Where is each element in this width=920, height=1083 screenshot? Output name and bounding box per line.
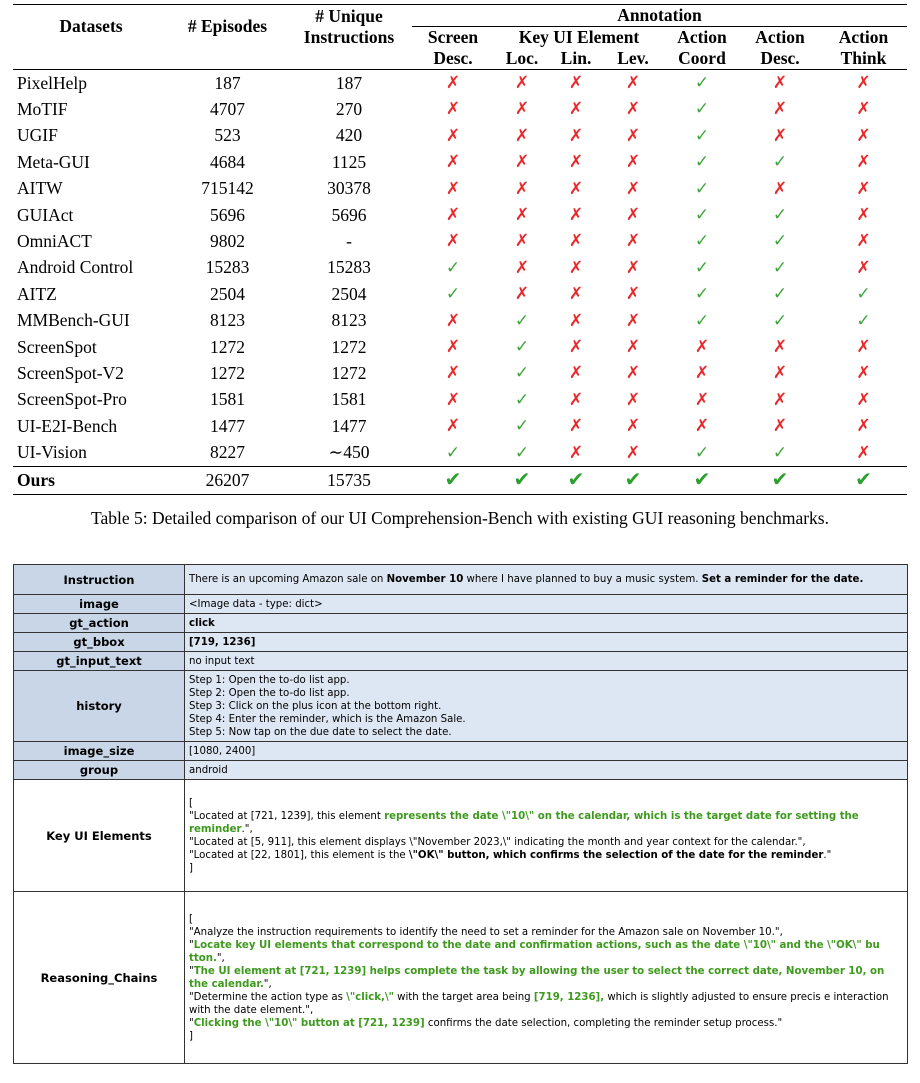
cross-mark-icon: ✗ bbox=[445, 389, 461, 410]
cross-mark-icon: ✗ bbox=[625, 152, 641, 173]
cross-mark-icon: ✗ bbox=[625, 99, 641, 120]
episodes-cell: 4707 bbox=[210, 98, 245, 119]
cross-mark-icon: ✗ bbox=[772, 389, 788, 410]
check-mark-icon: ✓ bbox=[514, 442, 530, 463]
cross-mark-icon: ✗ bbox=[772, 416, 788, 437]
dataset-name: ScreenSpot-Pro bbox=[17, 389, 127, 410]
dataset-name: OmniACT bbox=[17, 230, 92, 251]
value-image-size: [1080, 2400] bbox=[185, 742, 908, 761]
episodes-cell: 1272 bbox=[210, 336, 245, 357]
cross-mark-icon: ✗ bbox=[568, 442, 584, 463]
cross-mark-icon: ✗ bbox=[514, 257, 530, 278]
header-loc: Loc. bbox=[494, 48, 550, 70]
check-mark-icon: ✓ bbox=[772, 205, 788, 226]
check-mark-icon: ✔ bbox=[855, 467, 872, 492]
value-gt-action: click bbox=[185, 614, 908, 633]
episodes-cell: 187 bbox=[214, 72, 241, 93]
check-mark-icon: ✓ bbox=[772, 284, 788, 305]
cross-mark-icon: ✗ bbox=[568, 73, 584, 93]
key-key-ui-elements: Key UI Elements bbox=[14, 780, 185, 892]
check-mark-icon: ✓ bbox=[772, 231, 788, 252]
check-mark-icon: ✓ bbox=[514, 363, 530, 384]
cross-mark-icon: ✗ bbox=[856, 257, 871, 278]
check-mark-icon: ✓ bbox=[514, 310, 530, 331]
cross-mark-icon: ✗ bbox=[625, 257, 641, 278]
header-key-ui-element: Key UI Element bbox=[518, 27, 640, 47]
cross-mark-icon: ✗ bbox=[694, 337, 710, 358]
dataset-row bbox=[13, 440, 907, 467]
header-lin: Lin. bbox=[550, 48, 602, 70]
value-reasoning-chains: [ "Analyze the instruction requirements to identify the need to set a reminder for the Amazon sale on November 10.", "Locate key UI elements that correspond to the date and confirmation actions, such as the date \"10\" and the \"OK\" bu tton.", "The UI element at [721, 1239] helps complete the task by allowing the user to select the correct date, November 10, on the calendar.", "Determine the action type as \"click,\" with the target area being [719, 1236], which is slightly adjusted to ensure precis e interaction with the date element.", "Clicking the \"10\" button at [721, 1239] confirms the date selection, completing the reminder setup process." ] bbox=[185, 892, 908, 1064]
cross-mark-icon: ✗ bbox=[514, 178, 530, 199]
check-mark-icon: ✓ bbox=[772, 310, 788, 331]
cross-mark-icon: ✗ bbox=[514, 231, 530, 252]
dataset-name: UI-Vision bbox=[17, 442, 87, 463]
cross-mark-icon: ✗ bbox=[514, 205, 530, 226]
dataset-row bbox=[13, 281, 907, 307]
cross-mark-icon: ✗ bbox=[445, 125, 461, 146]
header-action-think-top: Action bbox=[838, 27, 889, 47]
cross-mark-icon: ✗ bbox=[568, 363, 584, 384]
unique-instructions-cell: ∼450 bbox=[328, 442, 370, 463]
episodes-cell: 1581 bbox=[210, 389, 245, 410]
key-gt-input-text: gt_input_text bbox=[14, 652, 185, 671]
key-gt-bbox: gt_bbox bbox=[14, 633, 185, 652]
check-mark-icon: ✔ bbox=[771, 467, 789, 492]
cross-mark-icon: ✗ bbox=[568, 257, 584, 278]
dataset-row bbox=[13, 360, 907, 386]
check-mark-icon: ✓ bbox=[514, 416, 530, 437]
cross-mark-icon: ✗ bbox=[625, 125, 641, 146]
unique-instructions-cell: 1477 bbox=[331, 415, 367, 436]
unique-instructions-cell: 8123 bbox=[331, 310, 367, 331]
key-history: history bbox=[14, 671, 185, 742]
cross-mark-icon: ✗ bbox=[445, 231, 461, 252]
check-mark-icon: ✓ bbox=[772, 257, 788, 278]
unique-instructions-cell: - bbox=[346, 230, 352, 251]
cross-mark-icon: ✗ bbox=[694, 389, 710, 410]
key-reasoning-chains: Reasoning_Chains bbox=[14, 892, 185, 1064]
check-mark-icon: ✓ bbox=[445, 284, 461, 305]
episodes-cell: 1477 bbox=[210, 415, 245, 436]
episodes-cell: 715142 bbox=[201, 178, 254, 199]
dataset-name: PixelHelp bbox=[17, 72, 87, 93]
value-key-ui-elements: [ "Located at [721, 1239], this element represents the date \"10\" on the calendar, which is the target date for setting the reminder.", "Located at [5, 911], this element displays \"November 2023,\" indicating the month and year context for the calendar.", "Located at [22, 1801], this element is the \"OK\" button, which confirms the selection of the date for the reminder." ] bbox=[185, 780, 908, 892]
key-instruction: Instruction bbox=[14, 565, 185, 595]
check-mark-icon: ✔ bbox=[693, 467, 711, 492]
check-mark-icon: ✓ bbox=[514, 389, 530, 410]
value-instruction: There is an upcoming Amazon sale on November 10 where I have planned to buy a music system. Set a reminder for the date. bbox=[185, 565, 908, 595]
check-mark-icon: ✓ bbox=[856, 310, 871, 331]
cross-mark-icon: ✗ bbox=[625, 337, 641, 358]
cross-mark-icon: ✗ bbox=[856, 152, 871, 173]
cross-mark-icon: ✗ bbox=[445, 205, 461, 226]
cross-mark-icon: ✗ bbox=[568, 337, 584, 358]
dataset-row bbox=[13, 308, 907, 334]
key-gt-action: gt_action bbox=[14, 614, 185, 633]
cross-mark-icon: ✗ bbox=[772, 99, 788, 120]
cross-mark-icon: ✗ bbox=[856, 178, 871, 199]
dataset-row bbox=[13, 176, 907, 202]
unique-instructions-cell: 1272 bbox=[331, 362, 367, 383]
episodes-cell: 4684 bbox=[210, 151, 245, 172]
cross-mark-icon: ✗ bbox=[625, 310, 641, 331]
cross-mark-icon: ✗ bbox=[856, 442, 871, 463]
cross-mark-icon: ✗ bbox=[445, 363, 461, 384]
value-history bbox=[185, 671, 908, 742]
header-action-coord-top: Action bbox=[677, 27, 727, 47]
cross-mark-icon: ✗ bbox=[514, 125, 530, 146]
header-screen-desc: Desc. bbox=[412, 48, 494, 70]
key-image-size: image_size bbox=[14, 742, 185, 761]
cross-mark-icon: ✗ bbox=[625, 363, 641, 384]
cross-mark-icon: ✗ bbox=[772, 178, 788, 199]
check-mark-icon: ✓ bbox=[445, 442, 461, 463]
header-action-desc-top: Action bbox=[755, 27, 805, 47]
example-record-table bbox=[13, 564, 908, 1064]
cross-mark-icon: ✗ bbox=[568, 125, 584, 146]
check-mark-icon: ✔ bbox=[567, 467, 585, 492]
history-step: Step 5: Now tap on the due date to select the date. bbox=[189, 726, 452, 738]
cross-mark-icon: ✗ bbox=[625, 231, 641, 252]
dataset-name: ScreenSpot-V2 bbox=[17, 362, 124, 383]
episodes-cell: 8227 bbox=[210, 442, 245, 463]
dataset-row bbox=[13, 149, 907, 175]
history-step: Step 3: Click on the plus icon at the bottom right. bbox=[189, 700, 442, 712]
cross-mark-icon: ✗ bbox=[568, 284, 584, 305]
header-think: Think bbox=[820, 48, 907, 70]
dataset-name: Ours bbox=[13, 467, 169, 494]
dataset-row bbox=[13, 202, 907, 228]
value-group: android bbox=[185, 761, 908, 780]
dataset-name: GUIAct bbox=[17, 204, 74, 225]
unique-instructions-cell: 15283 bbox=[327, 257, 371, 278]
dataset-name: MoTIF bbox=[17, 98, 68, 119]
episodes-cell: 26207 bbox=[169, 467, 286, 494]
key-image: image bbox=[14, 595, 185, 614]
unique-instructions-cell: 30378 bbox=[327, 178, 371, 199]
cross-mark-icon: ✗ bbox=[445, 178, 461, 199]
check-mark-icon: ✓ bbox=[694, 310, 710, 331]
check-mark-icon: ✓ bbox=[694, 284, 710, 305]
check-mark-icon: ✓ bbox=[772, 442, 788, 463]
cross-mark-icon: ✗ bbox=[856, 389, 871, 410]
header-lev: Lev. bbox=[602, 48, 664, 70]
dataset-name: AITW bbox=[17, 178, 63, 199]
dataset-name: UGIF bbox=[17, 125, 58, 146]
cross-mark-icon: ✗ bbox=[514, 284, 530, 305]
check-mark-icon: ✓ bbox=[694, 99, 710, 120]
value-image: <Image data - type: dict> bbox=[185, 595, 908, 614]
check-mark-icon: ✔ bbox=[513, 467, 531, 492]
cross-mark-icon: ✗ bbox=[445, 73, 461, 93]
cross-mark-icon: ✗ bbox=[856, 99, 871, 120]
cross-mark-icon: ✗ bbox=[856, 231, 871, 252]
cross-mark-icon: ✗ bbox=[772, 125, 788, 146]
cross-mark-icon: ✗ bbox=[625, 284, 641, 305]
cross-mark-icon: ✗ bbox=[772, 73, 788, 93]
cross-mark-icon: ✗ bbox=[568, 205, 584, 226]
cross-mark-icon: ✗ bbox=[625, 416, 641, 437]
cross-mark-icon: ✗ bbox=[445, 152, 461, 173]
dataset-name: Android Control bbox=[17, 257, 134, 278]
check-mark-icon: ✓ bbox=[856, 284, 871, 305]
dataset-name: Meta-GUI bbox=[17, 151, 90, 172]
episodes-cell: 5696 bbox=[210, 204, 245, 225]
history-step: Step 4: Enter the reminder, which is the Amazon Sale. bbox=[189, 713, 466, 725]
dataset-row bbox=[13, 334, 907, 360]
history-step: Step 1: Open the to-do list app. bbox=[189, 674, 350, 686]
cross-mark-icon: ✗ bbox=[856, 416, 871, 437]
check-mark-icon: ✓ bbox=[694, 125, 710, 146]
cross-mark-icon: ✗ bbox=[445, 337, 461, 358]
cross-mark-icon: ✗ bbox=[514, 73, 530, 93]
header-annotation: Annotation bbox=[412, 5, 907, 27]
header-episodes: # Episodes bbox=[169, 5, 286, 49]
header-action-desc: Desc. bbox=[740, 48, 820, 70]
cross-mark-icon: ✗ bbox=[625, 442, 641, 463]
history-step: Step 2: Open the to-do list app. bbox=[189, 687, 350, 699]
unique-instructions-cell: 1581 bbox=[331, 389, 367, 410]
dataset-name: ScreenSpot bbox=[17, 336, 97, 357]
cross-mark-icon: ✗ bbox=[568, 416, 584, 437]
dataset-row bbox=[13, 123, 907, 149]
episodes-cell: 1272 bbox=[210, 362, 245, 383]
check-mark-icon: ✔ bbox=[444, 467, 462, 492]
episodes-cell: 15283 bbox=[205, 257, 250, 278]
cross-mark-icon: ✗ bbox=[856, 125, 871, 146]
check-mark-icon: ✓ bbox=[772, 152, 788, 173]
cross-mark-icon: ✗ bbox=[625, 178, 641, 199]
episodes-cell: 8123 bbox=[210, 310, 245, 331]
check-mark-icon: ✓ bbox=[445, 257, 461, 278]
cross-mark-icon: ✗ bbox=[568, 310, 584, 331]
dataset-name: MMBench-GUI bbox=[17, 310, 130, 331]
cross-mark-icon: ✗ bbox=[568, 389, 584, 410]
cross-mark-icon: ✗ bbox=[856, 73, 871, 93]
value-gt-bbox: [719, 1236] bbox=[185, 633, 908, 652]
cross-mark-icon: ✗ bbox=[694, 363, 710, 384]
dataset-name: AITZ bbox=[17, 283, 57, 304]
cross-mark-icon: ✗ bbox=[568, 152, 584, 173]
check-mark-icon: ✓ bbox=[694, 152, 710, 173]
header-datasets: Datasets bbox=[13, 5, 169, 49]
comparison-table bbox=[13, 4, 907, 495]
cross-mark-icon: ✗ bbox=[625, 205, 641, 226]
unique-instructions-cell: 270 bbox=[335, 98, 363, 119]
header-coord: Coord bbox=[664, 48, 740, 70]
cross-mark-icon: ✗ bbox=[445, 310, 461, 331]
header-screen: Screen bbox=[427, 27, 479, 47]
cross-mark-icon: ✗ bbox=[568, 99, 584, 120]
unique-instructions-cell: 187 bbox=[335, 72, 363, 93]
unique-instructions-cell: 2504 bbox=[331, 283, 367, 304]
header-unique-instructions: # Unique Instructions bbox=[286, 5, 412, 49]
key-group: group bbox=[14, 761, 185, 780]
cross-mark-icon: ✗ bbox=[514, 152, 530, 173]
cross-mark-icon: ✗ bbox=[856, 363, 871, 384]
dataset-row bbox=[13, 228, 907, 254]
check-mark-icon: ✔ bbox=[624, 467, 642, 492]
cross-mark-icon: ✗ bbox=[445, 416, 461, 437]
check-mark-icon: ✓ bbox=[694, 442, 710, 463]
dataset-row bbox=[13, 387, 907, 413]
cross-mark-icon: ✗ bbox=[772, 337, 788, 358]
check-mark-icon: ✓ bbox=[694, 178, 710, 199]
check-mark-icon: ✓ bbox=[694, 205, 710, 226]
cross-mark-icon: ✗ bbox=[625, 73, 641, 93]
dataset-row bbox=[13, 70, 907, 97]
unique-instructions-cell: 420 bbox=[335, 125, 363, 146]
cross-mark-icon: ✗ bbox=[625, 389, 641, 410]
cross-mark-icon: ✗ bbox=[856, 205, 871, 226]
unique-instructions-cell: 1272 bbox=[331, 336, 367, 357]
check-mark-icon: ✓ bbox=[694, 257, 710, 278]
check-mark-icon: ✓ bbox=[694, 231, 710, 252]
value-gt-input-text: no input text bbox=[185, 652, 908, 671]
ours-row bbox=[13, 467, 907, 494]
dataset-row bbox=[13, 255, 907, 281]
cross-mark-icon: ✗ bbox=[856, 337, 871, 358]
table-caption: Table 5: Detailed comparison of our UI Comprehension-Bench with existing GUI reasoning benchmarks. bbox=[91, 508, 829, 528]
cross-mark-icon: ✗ bbox=[514, 99, 530, 120]
cross-mark-icon: ✗ bbox=[772, 363, 788, 384]
dataset-name: UI-E2I-Bench bbox=[17, 415, 118, 436]
unique-instructions-cell: 15735 bbox=[286, 467, 412, 494]
episodes-cell: 9802 bbox=[210, 230, 245, 251]
unique-instructions-cell: 1125 bbox=[331, 151, 367, 172]
unique-instructions-cell: 5696 bbox=[331, 204, 367, 225]
dataset-row bbox=[13, 96, 907, 122]
cross-mark-icon: ✗ bbox=[568, 178, 584, 199]
cross-mark-icon: ✗ bbox=[445, 99, 461, 120]
cross-mark-icon: ✗ bbox=[568, 231, 584, 252]
episodes-cell: 2504 bbox=[210, 283, 245, 304]
dataset-row bbox=[13, 413, 907, 439]
check-mark-icon: ✓ bbox=[694, 73, 710, 93]
cross-mark-icon: ✗ bbox=[694, 416, 710, 437]
check-mark-icon: ✓ bbox=[514, 337, 530, 358]
episodes-cell: 523 bbox=[214, 125, 241, 146]
